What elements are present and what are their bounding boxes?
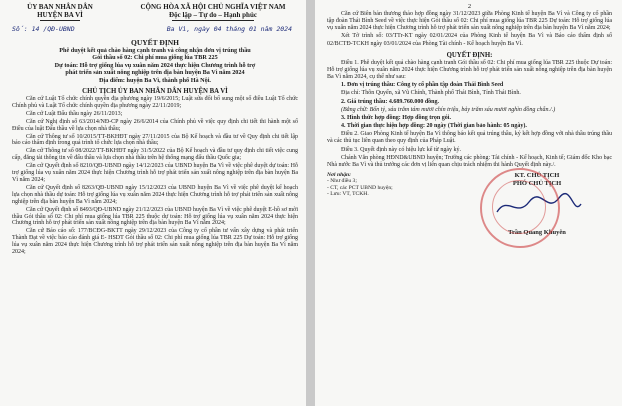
contract-duration: 4. Thời gian thực hiện hợp đồng: 20 ngày (Thời gian bảo hành: 05 ngày).: [341, 123, 527, 130]
document-number: Số: 14 /QĐ-UBND: [12, 25, 75, 33]
signer-name: Trần Quang Khuyên: [508, 228, 566, 236]
legal-basis-paragraph: Căn cứ Quyết định số 8263/QĐ-UBND ngày 15/12/2023 của UBND huyện Ba Vì về việc phê duyệt kế hoạch lựa chọn nhà thầu dự toán: Hỗ trợ giống lúa vụ xuân năm 2024 thực hiện Chương trình hỗ trợ phát triển sản xuất nông nghiệp trên địa bàn huyện Ba Vì năm 2024;: [12, 184, 298, 205]
official-seal: [480, 168, 560, 248]
national-motto: CỘNG HÒA XÃ HỘI CHỦ NGHĨA VIỆT NAM Độc lập – Tự do – Hạnh phúc: [140, 3, 286, 19]
legal-basis-paragraph: Căn cứ Thông tư số 08/2022/TT-BKHĐT ngày 31/5/2022 của Bộ Kế hoạch và đầu tư quy định chi tiết việc cung cấp, đăng tải thông tin về đấu thầu và lựa chọn nhà thầu trên hệ thống mạng đấu thầu Quốc gia;: [12, 148, 298, 162]
legal-basis-paragraph: Căn cứ Quyết định số 8210/QĐ-UBND ngày 14/12/2023 của UBND huyện Ba Vì về việc phê duyệt dự toán: Hỗ trợ giống lúa vụ xuân năm 2024 thực hiện Chương trình hỗ trợ phát triển sản xuất nông nghiệp trên địa bàn huyện Ba Vì năm 2024;: [12, 163, 298, 183]
decision-page-1: [0, 0, 306, 406]
signature-block: [327, 172, 612, 237]
article-3: Điều 3. Quyết định này có hiệu lực kể từ ngày ký.: [341, 146, 461, 153]
subtitle-line: Dự toán: Hỗ trợ giống lúa vụ xuân năm 2024 thực hiện Chương trình hỗ trợ: [54, 61, 256, 69]
recipients: Nơi nhận: - Như điều 3; - CT, các PCT UBND huyện; - Lưu: VT, TCKH.: [327, 171, 393, 198]
subtitle-line: phát triển sản xuất nông nghiệp trên địa bàn huyện Ba Vì năm 2024: [65, 69, 245, 77]
legal-basis-paragraph: Căn cứ Luật Đấu thầu ngày 26/11/2013;: [26, 110, 123, 117]
legal-basis-paragraph: Căn cứ Báo cáo số: 177/BCĐG-BKTT ngày 29/12/2023 của Công ty cổ phần tư vấn xây dựng và phát triển Thành Đạt về việc báo cáo đánh giá E- HSDT Gói thầu số 02: Chi phí mua giống lúa TBR 225 Dự toán: Hỗ trợ giống lúa vụ xuân năm 2024 thực hiện Chương trình hỗ trợ phát triển sản xuất nông nghiệp trên địa bàn huyện Ba Vì năm 2024;: [12, 228, 298, 256]
contract-type: 3. Hình thức hợp đồng: Hợp đồng trọn gói.: [341, 114, 451, 121]
signer-block: KT. CHỦ TỊCH PHÓ CHỦ TỊCH Trần Quang Khuyên: [462, 172, 612, 237]
page-number: 2: [467, 3, 472, 10]
decision-page-2: [315, 0, 622, 406]
winning-price: 2. Giá trúng thầu: 4.689.760.000 đồng.: [341, 98, 440, 105]
subtitle-line: Gói thầu số 02: Chi phí mua giống lúa TBR 225: [92, 54, 218, 62]
basis-paragraph: Xét Tờ trình số: 03/TTr-KT ngày 02/01/2024 của Phòng Kinh tế huyện Ba Vì và Báo cáo thẩm định số 02/BCTĐ-TCKH ngày 03/01/2024 của Phòng Tài chính - Kế hoạch huyện Ba Vì.: [327, 33, 612, 47]
motto-divider: [172, 20, 254, 21]
basis-paragraph: Căn cứ Biên bản thương thảo hợp đồng ngày 31/12/2023 giữa Phòng Kinh tế huyện Ba Vì và Công ty cổ phần tập đoàn Thái Bình Seed về việc thực hiện Gói thầu số 02: Chi phí mua giống lúa TBR 225 Dự toán: Hỗ trợ giống lúa vụ xuân năm 2024 thực hiện Chương trình hỗ trợ phát triển sản xuất nông nghiệp trên địa bàn huyện Ba Vì năm 2024;: [327, 11, 612, 32]
document-header: [12, 3, 298, 21]
document-meta: [12, 25, 298, 33]
issuing-agency: ỦY BAN NHÂN DÂN HUYỆN BA VÌ: [27, 3, 93, 19]
article-2: Điều 2. Giao Phòng Kinh tế huyện Ba Vì thông báo kết quả trúng thầu, ký kết hợp đồng với nhà thầu trúng thầu và các thủ tục liên quan theo quy định của Pháp Luật.: [327, 131, 612, 145]
bidder-address: Địa chỉ: Thôn Quyến, xã Vũ Chính, Thành phố Thái Bình, Tỉnh Thái Bình.: [341, 90, 521, 97]
authority-heading: CHỦ TỊCH ỦY BAN NHÂN DÂN HUYỆN BA VÌ: [82, 88, 228, 96]
decision-heading: QUYẾT ĐỊNH:: [446, 51, 493, 59]
winning-bidder: 1. Đơn vị trúng thầu: Công ty cổ phần tập đoàn Thái Bình Seed: [341, 82, 504, 89]
header-divider: [40, 20, 80, 21]
subtitle-line: Phê duyệt kết quả chào hàng cạnh tranh và công nhận đơn vị trúng thầu: [59, 47, 251, 54]
document-title: QUYẾT ĐỊNH: [131, 38, 179, 47]
legal-basis-paragraph: Căn cứ Thông tư số 10/2015/TT-BKHĐT ngày 27/11/2015 của Bộ Kế hoạch và đầu tư về Quy định chi tiết lập báo cáo thẩm định trong quá trình tổ chức lựa chọn nhà thầu;: [12, 133, 298, 147]
article-1: Điều 1. Phê duyệt kết quả chào hàng cạnh tranh Gói thầu số 02: Chi phí mua giống lúa TBR 225 thuộc Dự toán: Hỗ trợ giống lúa vụ xuân năm 2024 thực hiện Chương trình hỗ trợ phát triển sản xuất nông nghiệp trên địa bàn huyện Ba Vì năm 2024, cụ thể như sau:: [327, 59, 612, 81]
legal-basis-paragraph: Căn cứ Quyết định số 8493/QĐ-UBND ngày 21/12/2023 của UBND huyện Ba Vì về việc phê duyệt E-hồ sơ mời thầu Gói thầu số 02: Chi phí mua giống lúa TBR 225 thuộc dự toán: Hỗ trợ giống lúa vụ xuân năm 2024 thực hiện Chương trình hỗ trợ phát triển sản xuất nông nghiệp trên địa bàn huyện Ba Vì năm 2024;: [12, 206, 298, 227]
article-3-responsibility: Chánh Văn phòng HĐND&UBND huyện; Trưởng các phòng: Tài chính - Kế hoạch, Kinh tế; Giám đốc Kho bạc Nhà nước Ba Vì và thủ trưởng các đơn vị liên quan chịu trách nhiệm thi hành Quyết định này./.: [327, 154, 612, 168]
legal-basis-paragraph: Căn cứ Nghị định số 63/2014/NĐ-CP ngày 26/6/2014 của Chính phủ về việc quy định chi tiết thi hành một số Điều của luật Đấu thầu về lựa chọn nhà thầu;: [12, 118, 298, 132]
price-in-words: (Bằng chữ: Bốn tỷ, sáu trăm tám mươi chín triệu, bảy trăm sáu mươi nghìn đồng chẵn./.): [341, 106, 556, 113]
subtitle-line: Địa điểm: huyện Ba Vì, thành phố Hà Nội.: [99, 76, 211, 84]
document-date: Ba Vì, ngày 04 tháng 01 năm 2024: [166, 25, 292, 33]
legal-basis-paragraph: Căn cứ Luật Tổ chức chính quyền địa phương ngày 19/6/2015; Luật sửa đổi bổ sung một số điều Luật Tổ chức Chính phủ và Luật Tổ chức chính quyền địa phương ngày 22/11/2019;: [12, 96, 298, 109]
page-gutter: [306, 0, 315, 406]
